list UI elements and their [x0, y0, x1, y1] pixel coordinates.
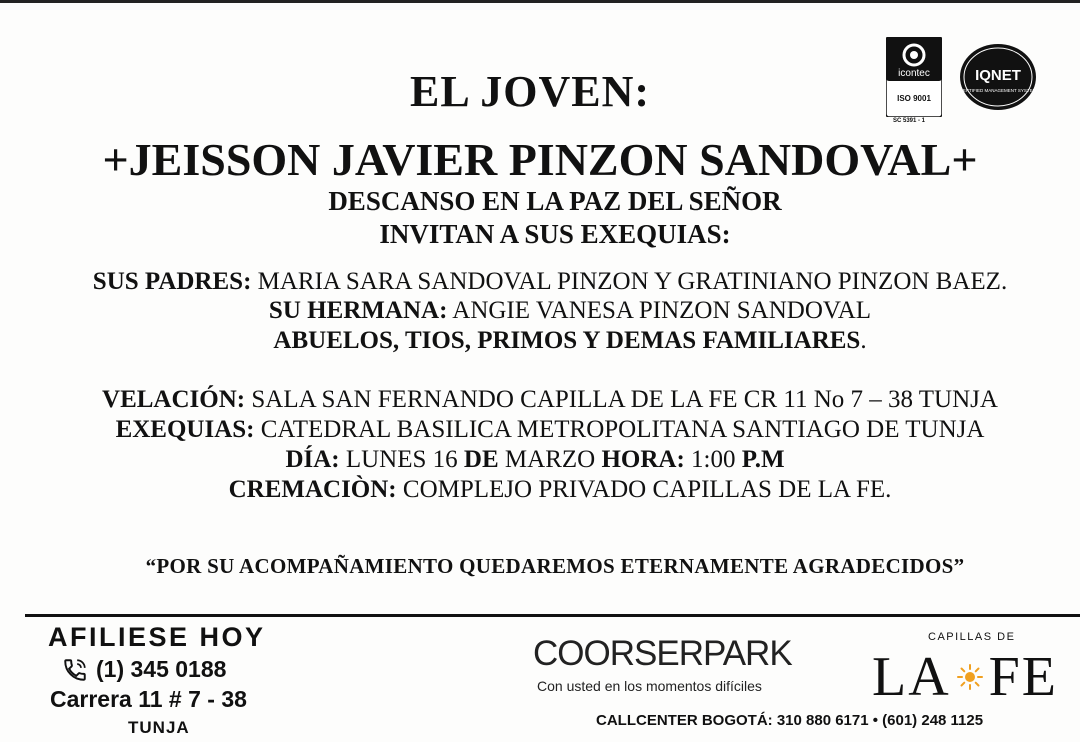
- cremation-value: COMPLEJO PRIVADO CAPILLAS DE LA FE.: [396, 476, 892, 503]
- month-value: MARZO: [498, 446, 602, 473]
- relatives-dot: .: [860, 327, 867, 354]
- cremation-line: [20, 476, 1080, 504]
- afiliese-heading: AFILIESE HOY: [48, 622, 266, 652]
- phone-line: [62, 656, 226, 683]
- day-label: DÍA:: [285, 446, 340, 473]
- sister-line: [30, 297, 1080, 325]
- city: TUNJA: [128, 718, 190, 737]
- fe-text: FE: [988, 646, 1059, 708]
- cremation-label: CREMACIÒN:: [228, 476, 397, 503]
- icontec-logo: [886, 37, 942, 117]
- phone-icon: [62, 657, 88, 683]
- icontec-code: SC 5391 - 1: [893, 118, 926, 124]
- parents-value: MARIA SARA SANDOVAL PINZON Y GRATINIANO PINZON BAEZ.: [251, 268, 1008, 295]
- coorserpark-brand: COORSERPARK: [533, 634, 792, 673]
- la-text: LA: [872, 646, 951, 708]
- funeral-line: [10, 416, 1080, 444]
- la-fe-logo: [872, 645, 1058, 709]
- iqnet-sub-text: CERTIFIED MANAGEMENT SYSTEM: [959, 88, 1037, 93]
- gratitude-quote: “POR SU ACOMPAÑAMIENTO QUEDAREMOS ETERNAMENTE AGRADECIDOS”: [145, 554, 965, 578]
- funeral-label: EXEQUIAS:: [115, 416, 255, 443]
- rest-in-peace-line: DESCANSO EN LA PAZ DEL SEÑOR: [328, 186, 782, 216]
- hour-label: HORA:: [601, 446, 685, 473]
- wake-line: [10, 386, 1080, 414]
- day-value: LUNES 16: [339, 446, 464, 473]
- date-line: [0, 446, 1075, 474]
- parents-line: [10, 268, 1080, 296]
- top-border: [0, 0, 1080, 3]
- funeral-value: CATEDRAL BASILICA METROPOLITANA SANTIAGO DE TUNJA: [254, 416, 985, 443]
- footer-divider: [25, 614, 1080, 617]
- iqnet-brand-text: IQNET: [975, 67, 1021, 84]
- wake-value: SALA SAN FERNANDO CAPILLA DE LA FE CR 11 No 7 – 38 TUNJA: [245, 386, 998, 413]
- sister-value: ANGIE VANESA PINZON SANDOVAL: [447, 297, 872, 324]
- de-label: DE: [463, 446, 499, 473]
- icontec-brand-text: icontec: [898, 68, 930, 79]
- hour-value: 1:00: [684, 446, 742, 473]
- phone-number: (1) 345 0188: [96, 656, 227, 682]
- capillas-de-label: CAPILLAS DE: [928, 631, 1016, 643]
- deceased-name: +JEISSON JAVIER PINZON SANDOVAL+: [102, 134, 978, 185]
- title-top: EL JOVEN:: [409, 67, 651, 116]
- relatives-line: [30, 327, 1080, 355]
- address: Carrera 11 # 7 - 38: [50, 686, 247, 712]
- sun-icon: [957, 664, 983, 690]
- callcenter-line: CALLCENTER BOGOTÁ: 310 880 6171 • (601) 248 1125: [596, 712, 984, 729]
- pm-label: P.M: [741, 446, 785, 473]
- wake-label: VELACIÓN:: [102, 386, 246, 413]
- invitation-line: INVITAN A SUS EXEQUIAS:: [379, 219, 731, 249]
- parents-label: SUS PADRES:: [92, 268, 252, 295]
- iqnet-logo: [958, 42, 1038, 112]
- relatives-text: ABUELOS, TIOS, PRIMOS Y DEMAS FAMILIARES: [273, 327, 861, 354]
- icontec-iso-text: ISO 9001: [897, 94, 931, 103]
- sister-label: SU HERMANA:: [268, 297, 448, 324]
- coorserpark-tagline: Con usted en los momentos difíciles: [537, 678, 762, 694]
